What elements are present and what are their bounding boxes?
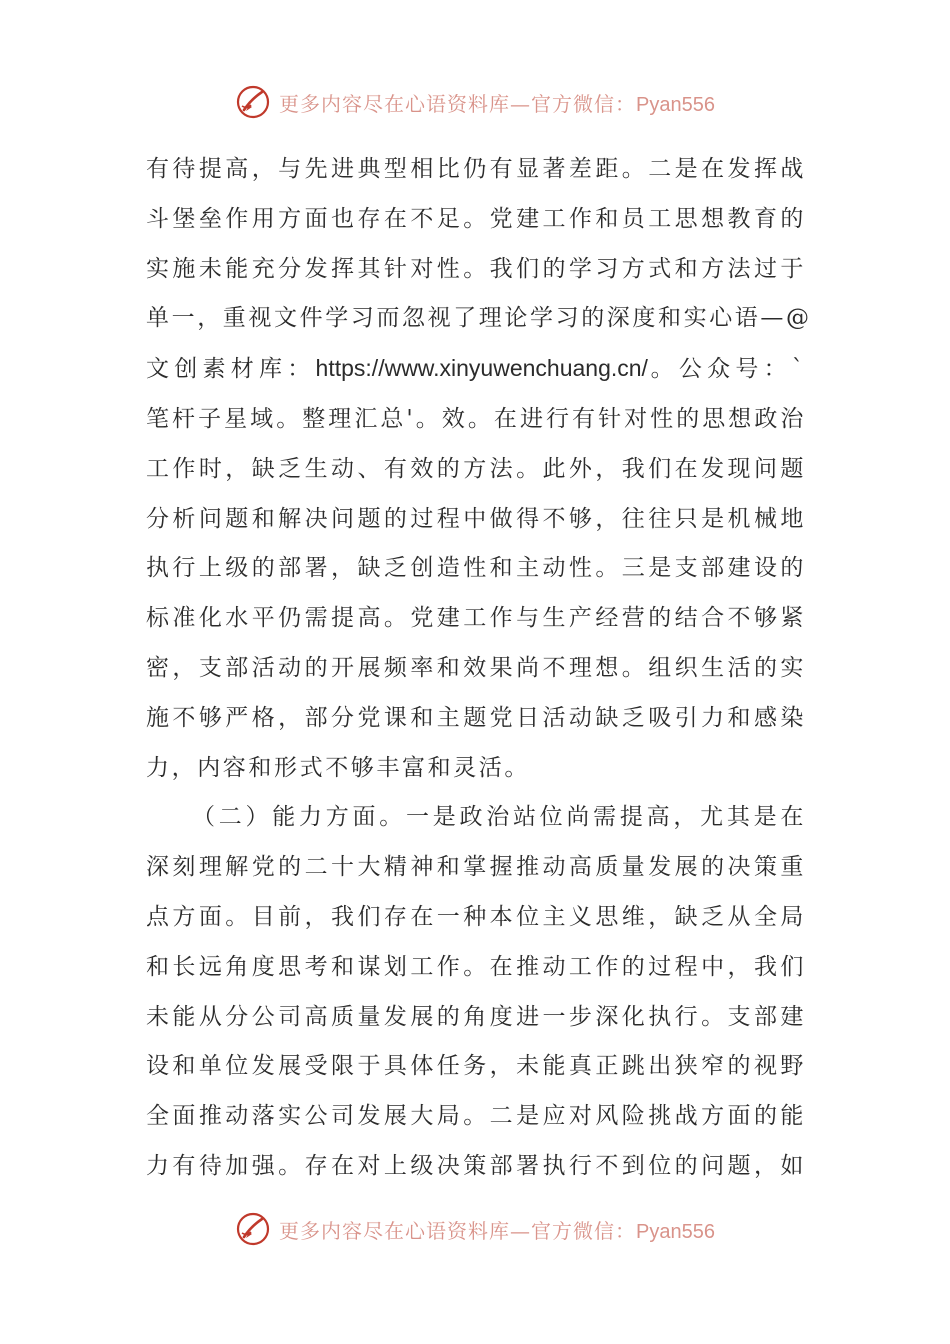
paragraph-2 xyxy=(146,793,806,1191)
text-line: 密，支部活动的开展频率和效果尚不理想。组织生活的实 xyxy=(146,654,806,681)
footer-banner-text: 更多内容尽在心语资料库—官方微信：Pyan556 xyxy=(279,1218,715,1243)
text-line: 斗堡垒作用方面也存在不足。党建工作和员工思想教育的 xyxy=(146,205,806,232)
website-url: https://www.xinyuwenchuang.cn/ xyxy=(315,355,648,382)
text-line: 全面推动落实公司发展大局。二是应对风险挑战方面的能 xyxy=(146,1103,806,1130)
text-line: 力有待加强。存在对上级决策部署执行不到位的问题，如 xyxy=(146,1152,806,1179)
text-line: 标准化水平仍需提高。党建工作与生产经营的结合不够紧 xyxy=(146,605,806,632)
pen-logo-icon xyxy=(235,84,271,120)
paragraph-1 xyxy=(146,145,812,793)
text-line: 有待提高，与先进典型相比仍有显著差距。二是在发挥战 xyxy=(146,156,806,182)
text-line: 设和单位发展受限于具体任务，未能真正跳出狭窄的视野 xyxy=(146,1053,806,1080)
header-banner-handle: Pyan556 xyxy=(636,93,715,116)
text-line: 点方面。目前，我们存在一种本位主义思维，缺乏从全局 xyxy=(146,903,806,930)
text-fragment: 。公众号：` xyxy=(647,356,806,383)
text-line: 工作时，缺乏生动、有效的方法。此外，我们在发现问题 xyxy=(146,455,806,482)
text-line: 执行上级的部署，缺乏创造性和主动性。三是支部建设的 xyxy=(146,555,806,582)
text-line: 深刻理解党的二十大精神和掌握推动高质量发展的决策重 xyxy=(146,854,806,881)
text-line: 施不够严格，部分党课和主题党日活动缺乏吸引力和感染 xyxy=(146,704,806,731)
text-line: 分析问题和解决问题的过程中做得不够，往往只是机械地 xyxy=(146,505,806,532)
footer-banner-handle: Pyan556 xyxy=(636,1220,715,1243)
text-line: 单一，重视文件学习而忽视了理论学习的深度和实心语—@ xyxy=(146,305,812,332)
text-line: （二）能力方面。一是政治站位尚需提高，尤其是在 xyxy=(192,804,806,831)
pen-logo-icon xyxy=(235,1211,271,1247)
header-banner xyxy=(0,80,950,124)
text-line: 笔杆子星域。整理汇总'。效。在进行有针对性的思想政治 xyxy=(146,405,806,432)
text-line: 和长远角度思考和谋划工作。在推动工作的过程中，我们 xyxy=(146,953,806,980)
text-line-with-url xyxy=(146,344,806,395)
header-banner-text: 更多内容尽在心语资料库—官方微信：Pyan556 xyxy=(279,91,715,116)
text-line: 力，内容和形式不够丰富和灵活。 xyxy=(146,754,530,781)
text-line: 实施未能充分发挥其针对性。我们的学习方式和方法过于 xyxy=(146,255,806,282)
text-fragment: 文创素材库： xyxy=(146,356,316,383)
text-line: 未能从分公司高质量发展的角度进一步深化执行。支部建 xyxy=(146,1003,806,1030)
footer-banner xyxy=(0,1207,950,1251)
document-body xyxy=(146,145,812,1192)
